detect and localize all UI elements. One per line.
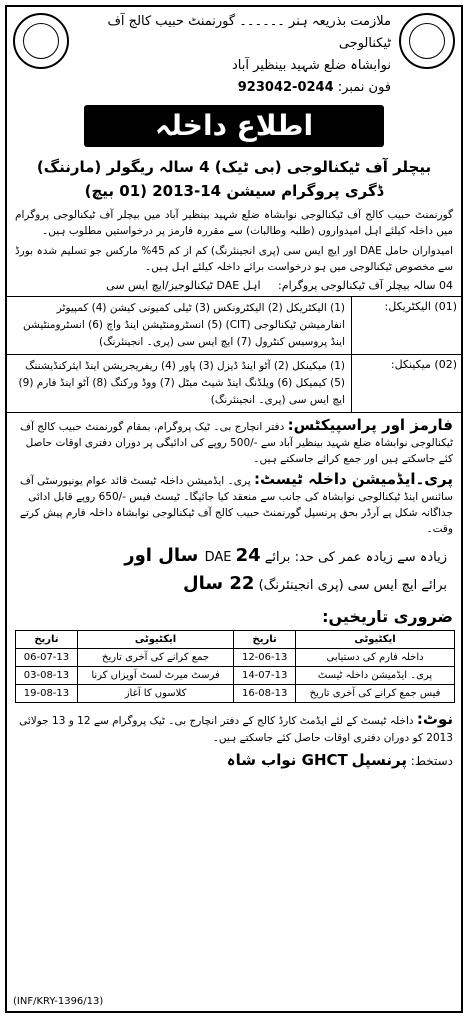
programs-heading-label: 04 سالہ بیچلر آف ٹیکنالوجی پروگرام: — [278, 279, 453, 292]
signature-label: دستخط: — [410, 754, 453, 768]
table-cell: داخلہ فارم کی دستیابی — [296, 649, 455, 667]
dates-title: ضروری تاریخیں: — [322, 607, 453, 626]
signature-title: پرنسپل — [351, 751, 407, 769]
table-cell: 12-06-13 — [234, 649, 296, 667]
header — [7, 7, 461, 99]
test-title: پری۔ایڈمیشن داخلہ ٹیسٹ: — [253, 470, 453, 488]
admission-banner: اطلاع داخلہ — [84, 105, 384, 147]
program-row — [7, 297, 461, 355]
phone-label: فون نمبر: — [337, 80, 391, 95]
intro-text: گورنمنٹ حبیب کالج آف ٹیکنالوجی نوابشاہ ضلع شہید بینظیر آباد میں بیچلر آف ٹیکنالوجی پروگرام میں داخلہ کیلئے اہل امیدواروں (طلبہ وطالبات) سے مقررہ فارمز پر درخواستیں مطلوب ہیں۔ — [15, 209, 453, 237]
program-name: (01) الیکٹریکل: — [351, 297, 461, 354]
table-header: ایکٹیوٹی — [296, 631, 455, 649]
table-cell: فیس جمع کرانے کی آخری تاریخ — [296, 685, 455, 703]
age-row-hsc — [21, 571, 447, 599]
table-cell: 19-08-13 — [16, 685, 78, 703]
program-row — [7, 355, 461, 413]
table-cell: 03-08-13 — [16, 667, 78, 685]
signature-block — [7, 747, 461, 773]
program-heading — [7, 155, 461, 203]
age-heading: زیادہ سے زیادہ عمر کی حد: — [294, 550, 447, 565]
table-row — [16, 667, 455, 685]
age-hsc-value: 22 سال — [183, 573, 255, 594]
heading-line2: ڈگری پروگرام سیشن 14-2013 (01 بیچ) — [84, 182, 384, 200]
table-cell: 06-07-13 — [16, 649, 78, 667]
note-text: داخلہ ٹیسٹ کے لئے ایڈمٹ کارڈ کالج کے دفتر انچارج بی۔ ٹیک پروگرام سے 12 و 13 جولائی 2013 کو دوران دفتری اوقات حاصل کئے جاسکتے ہیں۔ — [19, 715, 453, 744]
signature-org: GHCT نواب شاہ — [226, 751, 348, 769]
header-phone — [77, 77, 391, 99]
program-detail: (1) میکینکل (2) آٹو اینڈ ڈیزل (3) پاور (4) ریفریجریشن اینڈ ایئرکنڈیشننگ (5) کیمیکل (6) ویلڈنگ اینڈ شیٹ میٹل (7) ووڈ ورکنگ (8) آٹو اینڈ فارم (9) ایچ ایس سی (پری۔ انجینئرنگ) — [18, 360, 345, 406]
eligibility-text: امیدواران حامل DAE اور ایچ ایس سی (پری انجینئرنگ) کم از کم 45% مارکس جو تسلیم شدہ بورڈ سے مخصوص ٹیکنالوجی میں ہو درخواست برائے داخلہ کیلئے اہل ہیں۔ — [15, 245, 454, 273]
table-cell: 16-08-13 — [234, 685, 296, 703]
table-header: تاریخ — [16, 631, 78, 649]
advertisement — [5, 5, 463, 1013]
age-dae-label: برائے DAE — [204, 550, 291, 565]
age-row-dae — [21, 543, 447, 571]
table-row — [16, 649, 455, 667]
college-logo — [13, 13, 69, 69]
table-cell: 14-07-13 — [234, 667, 296, 685]
government-seal — [399, 13, 455, 69]
test-text: پری۔ ایڈمیشن داخلہ ٹیسٹ قائد عوام یونیورسٹی آف سائنس اینڈ ٹیکنالوجی نوابشاہ کی جانب سے منعقد کیا جائیگا۔ ٹیسٹ فیس -/650 روپے قابل ادائی جداگانہ شکل پے آرڈر بحق پرنسپل گورنمنٹ حبیب کالج آف ٹیکنالوجی نوابشاہ داخلہ فارم پیش کرتے وقت۔ — [19, 475, 453, 535]
note-section — [7, 703, 461, 747]
table-header: تاریخ — [234, 631, 296, 649]
program-detail: (1) الیکٹریکل (2) الیکٹرونکس (3) ٹیلی کمیونی کیشن (4) کمپیوٹر انفارمیشن ٹیکنالوجی (CIT) (5) انسٹرومنٹیشن اینڈ واچ (6) انسٹرومنٹیشن اینڈ پروسیس کنٹرول (7) ایچ ایس سی (پری۔ انجینئرنگ) — [23, 302, 345, 348]
header-line1: ملازمت بذریعہ ہنر ۔۔۔۔۔۔ گورنمنٹ حبیب کالج آف ٹیکنالوجی — [107, 14, 391, 51]
forms-text: دفتر انچارج بی۔ ٹیک پروگرام، بمقام گورنمنٹ حبیب کالج آف ٹیکنالوجی نوابشاہ ضلع شہید بینظیر آباد سے -/500 روپے کی ادائیگی پر دوران دفتری اوقات حاصل کئے جاسکتے ہیں اور جمع کرائے جاسکتے ہیں۔ — [20, 421, 453, 465]
program-name: (02) میکینکل: — [351, 355, 461, 412]
table-cell: فرسٹ میرٹ لسٹ آویزاں کرنا — [77, 667, 233, 685]
programs-heading — [7, 275, 461, 296]
header-line2: نوابشاہ ضلع شہید بینظیر آباد — [232, 58, 391, 73]
table-row — [16, 685, 455, 703]
forms-title: فارمز اور پراسپیکٹس: — [287, 416, 453, 434]
reference-number: (INF/KRY-1396/13) — [13, 996, 104, 1007]
header-text — [77, 11, 391, 99]
table-header-row — [16, 631, 455, 649]
programs-eligible: اہل DAE ٹیکنالوجیز/ایچ ایس سی — [106, 279, 261, 292]
forms-section — [7, 413, 461, 467]
table-header: ایکٹیوٹی — [77, 631, 233, 649]
phone-number: 0244-923042 — [237, 80, 334, 95]
heading-line1: بیچلر آف ٹیکنالوجی (بی ٹیک) 4 سالہ ریگولر (مارننگ) — [36, 158, 432, 176]
table-cell: پری۔ ایڈمیشن داخلہ ٹیسٹ — [296, 667, 455, 685]
dates-table — [15, 630, 455, 703]
test-section — [7, 467, 461, 537]
age-dae-value: 24 سال اور — [124, 545, 261, 566]
programs-grid — [7, 296, 461, 413]
age-limit — [7, 537, 461, 599]
table-cell: کلاسوں کا آغاز — [77, 685, 233, 703]
table-cell: جمع کرانے کی آخری تاریخ — [77, 649, 233, 667]
age-hsc-label: برائے ایچ ایس سی (پری انجینئرنگ) — [258, 578, 447, 593]
note-title: نوٹ: — [416, 710, 453, 728]
